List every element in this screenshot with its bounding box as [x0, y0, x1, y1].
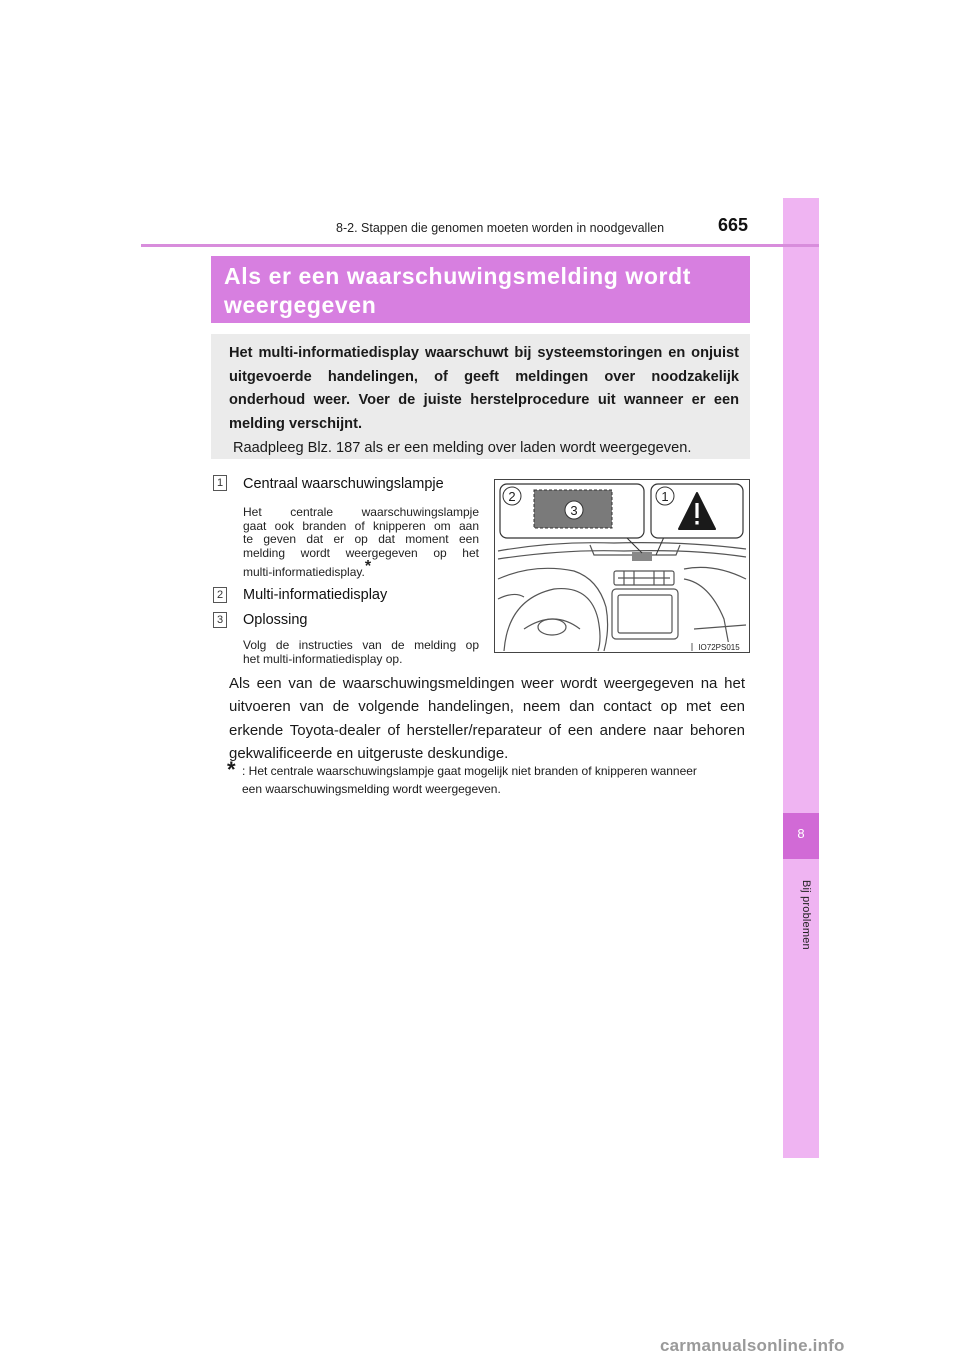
item-description-line: multi-informatiedisplay.: [243, 565, 365, 579]
item-description-line: Het centrale waarschuwingslampje: [243, 505, 479, 519]
item-description-line: Volg de instructies van de melding op: [243, 638, 479, 652]
body-paragraph: Als een van de waarschuwingsmeldingen weer wordt weergegeven na het uitvoeren van de volgende handelingen, neem dan contact op met een erkende Toyota-dealer of hersteller/reparateur of een andere naar behoren gekwalificeerde en uitgeruste deskundige.: [229, 675, 745, 763]
footnote-marker: *: [364, 558, 372, 575]
item-title: Oplossing: [243, 612, 308, 628]
intro-text: Het multi-informatiedisplay waarschuwt bij systeemstoringen en onjuist uitgevoerde handelingen, of geeft meldingen over noodzakelijk onderhoud weer. Voer de juiste herstelprocedure uit wanneer er een melding verschijnt.: [229, 345, 739, 432]
display-indicator: [632, 552, 652, 561]
item-description-line: melding wordt weergegeven op het: [243, 545, 479, 560]
intro-note: Raadpleeg Blz. 187 als er een melding over laden wordt weergegeven.: [233, 440, 692, 456]
callout-number-3: 3: [570, 503, 578, 518]
item-description: [243, 506, 479, 580]
item-number-badge: 3: [213, 612, 227, 628]
page-number: 665: [718, 215, 749, 235]
chapter-side-tab: [783, 198, 819, 1158]
item-description: [243, 639, 479, 666]
item-number-badge: 1: [213, 475, 227, 491]
figure-code: IO72PS015: [698, 643, 740, 652]
chapter-label: Bij problemen: [800, 880, 812, 950]
footnote-line-2: een waarschuwingsmelding wordt weergegeven.: [242, 782, 501, 796]
heading-line-2: weergegeven: [224, 292, 377, 318]
chapter-number: 8: [797, 826, 805, 841]
item-description-line: gaat ook branden of knipperen om aan: [243, 518, 479, 533]
intro-box: [211, 334, 750, 459]
item-number-badge: 2: [213, 587, 227, 603]
callout-number-1: 1: [661, 489, 669, 504]
watermark: carmanualsonline.info: [660, 1336, 845, 1355]
callout-number-2: 2: [508, 489, 516, 504]
footnote-star: *: [227, 757, 236, 782]
dashboard-illustration: [494, 479, 750, 653]
section-heading: [211, 256, 750, 323]
heading-line-1: Als er een waarschuwingsmelding wordt: [224, 263, 691, 289]
section-title: 8-2. Stappen die genomen moeten worden in noodgevallen: [336, 221, 665, 235]
header-rule: [141, 244, 819, 247]
item-description-line: het multi-informatiedisplay op.: [243, 651, 403, 666]
item-description-line: te geven dat er op dat moment een: [243, 532, 479, 546]
item-title: Multi-informatiedisplay: [243, 587, 388, 603]
item-title: Centraal waarschuwingslampje: [243, 476, 444, 492]
footnote-line-1: : Het centrale waarschuwingslampje gaat mogelijk niet branden of knipperen wanneer: [242, 764, 697, 778]
